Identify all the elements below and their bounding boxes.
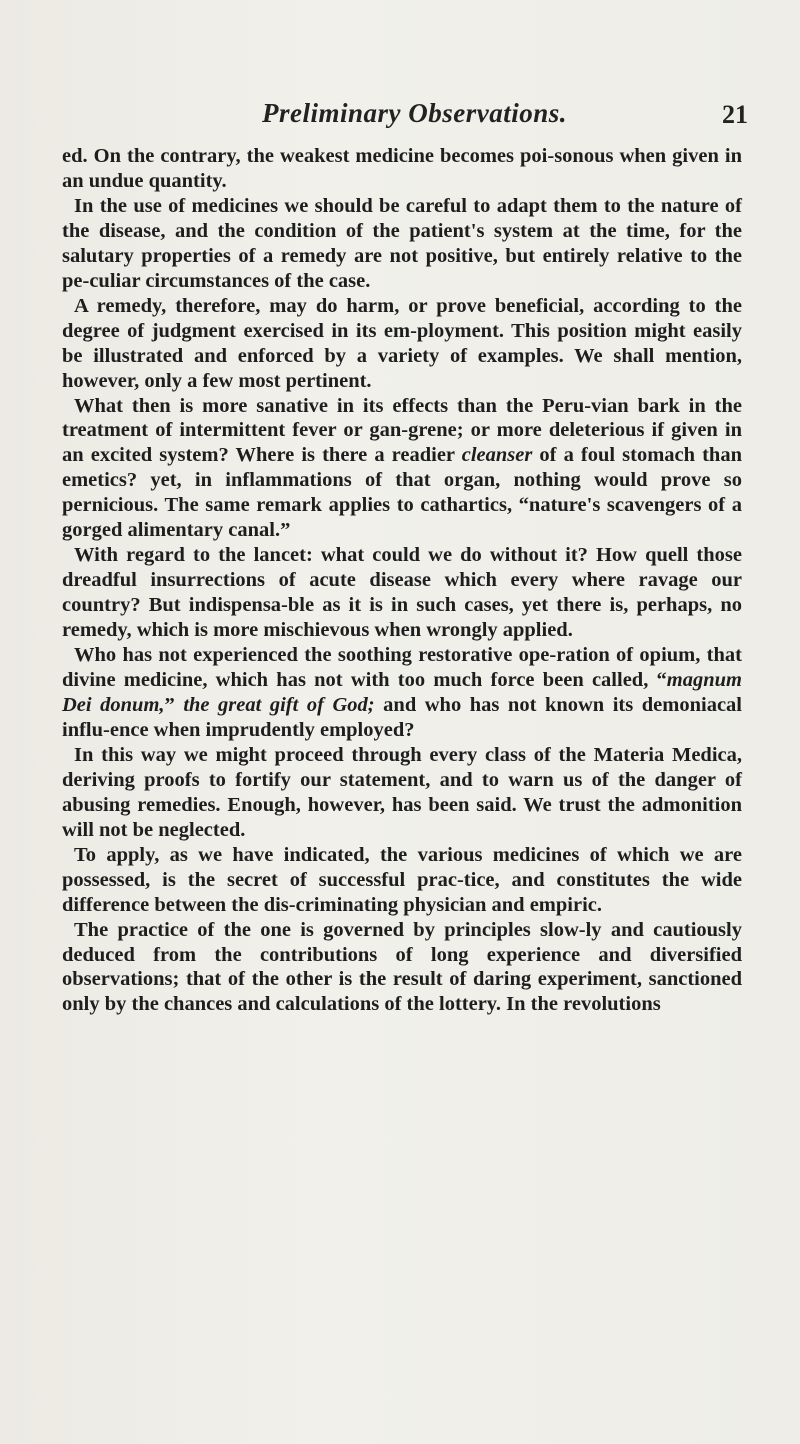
italic-text: cleanser: [461, 444, 533, 467]
paragraph-text: In this way we might proceed through every class of the Materia Medica, deriving proofs to fortify our statement, and to warn us of the danger of abusing remedies. Enough, however, has been said. We trust the admonition will not be neglected.: [62, 743, 742, 841]
paragraph-text: What then is more sanative in its effects than the Peru-vian bark in the treatment of intermittent fever or gan-grene; or more deleterious if given in an excited system? Where is there a readier: [62, 394, 742, 467]
paragraph-text: Who has not experienced the soothing restorative ope-ration of opium, that divine medicine, which has not with too much force been called, “: [62, 644, 742, 692]
paragraph: [62, 294, 742, 394]
paragraph-text: With regard to the lancet: what could we do without it? How quell those dreadful insurrections of acute disease which every where ravage our country? But indispensa-ble as it is in such cases, yet there is, perhaps, no remedy, which is more mischievous when wrongly applied.: [62, 544, 742, 642]
paragraph: [62, 543, 742, 643]
paragraph-text: of a foul stomach than emetics? yet, in inflammations of that organ, nothing would prove so pernicious. The same remark applies to cathartics, “nature's scavengers of a gorged alimentary canal.”: [62, 444, 742, 542]
paragraph-text: A remedy, therefore, may do harm, or prove beneficial, according to the degree of judgment exercised in its em-ployment. This position might easily be illustrated and enforced by a variety of examples. We shall mention, however, only a few most pertinent.: [62, 294, 742, 392]
paragraph-text: The practice of the one is governed by principles slow-ly and cautiously deduced from the contributions of long experience and diversified observations; that of the other is the result of daring experiment, sanctioned only by the chances and calculations of the lottery. In the revolutions: [62, 918, 742, 1016]
paragraph-text: To apply, as we have indicated, the various medicines of which we are possessed, is the secret of successful prac-tice, and constitutes the wide difference between the dis-criminating physician and empiric.: [62, 843, 742, 916]
paragraph: [62, 144, 742, 194]
paragraph: [62, 194, 742, 294]
paragraph-text: and who has not known its demoniacal influ-ence when imprudently employed?: [62, 693, 742, 741]
paragraph: [62, 394, 742, 544]
page-number: 21: [722, 100, 748, 129]
paragraph-text: ”: [164, 693, 184, 716]
body-text: [62, 144, 742, 1017]
running-head: Preliminary Observations.: [262, 98, 568, 128]
italic-text: the great gift of God;: [183, 693, 375, 716]
page-header: [0, 98, 800, 138]
paragraph: [62, 743, 742, 843]
paragraph-text: In the use of medicines we should be careful to adapt them to the nature of the disease, and the condition of the patient's system at the time, for the salutary properties of a remedy are not positive, but entirely relative to the pe-culiar circumstances of the case.: [62, 194, 742, 292]
paragraph: [62, 843, 742, 918]
italic-text: magnum Dei donum,: [62, 669, 742, 716]
paragraph: [62, 918, 742, 1018]
paragraph: [62, 643, 742, 743]
paragraph-text: ed. On the contrary, the weakest medicine becomes poi-sonous when given in an undue quantity.: [62, 145, 742, 192]
